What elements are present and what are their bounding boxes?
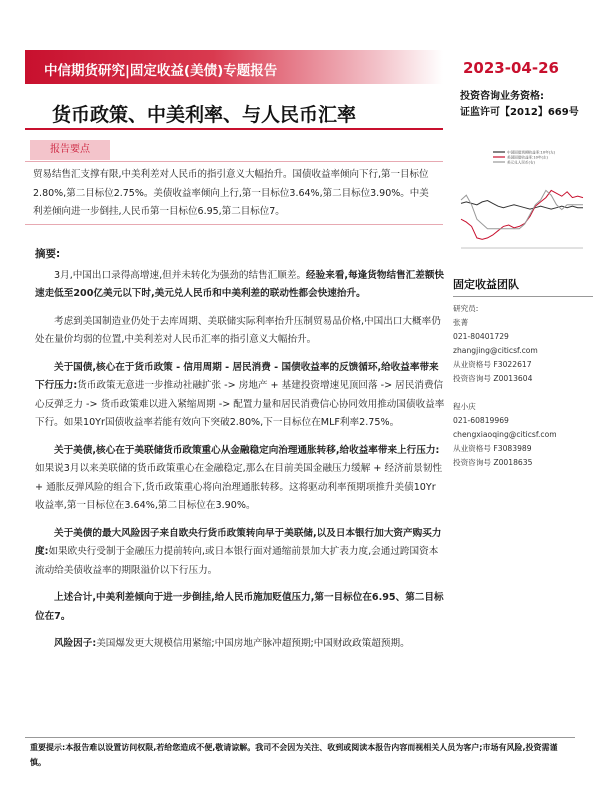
footer-divider (25, 737, 575, 738)
qualification-line-2: 证监许可【2012】669号 (460, 107, 579, 118)
key-points-tab: 报告要点 (30, 140, 110, 160)
series-line-1 (461, 201, 583, 210)
summary-section (35, 245, 445, 663)
team-line: 程小庆 (453, 402, 476, 411)
summary-paragraph-6: 上述合计,中美利差倾向于进一步倒挂,给人民币施加贬值压力,第一目标位在6.95、第二目标位在7。 (35, 592, 444, 622)
summary-paragraph-3: 关于国债,核心在于货币政策 - 信用周期 - 居民消费 - 国债收益率的反馈循环,给收益率带来下行压力:货币政策无意进一步推动社融扩张 -> 房地产 + 基建投资增速见顶回落 -> 居民消费信心反弹乏力 -> 货币政策难以进入紧缩周期 -> 配置力量和居民消费信心协同效用推动国债收益率下行。如果10Yr国债收益率若能有效向下突破2.80%,下一目标位在MLF利率2.75%。 (35, 361, 445, 428)
legend-label: 美国国债收益率:10年(左) (507, 155, 548, 160)
summary-paragraph-2: 考虑到美国制造业仍处于去库周期、美联储实际利率抬升压制贸易品价格,中国出口大概率仍处在量价均弱的位置,中美利差对人民币汇率的指引意义大幅抬升。 (35, 315, 441, 345)
summary-paragraph-7: 风险因子:美国爆发更大规模信用紧缩;中国房地产脉冲超预期;中国财政政策超预期。 (54, 638, 410, 649)
summary-paragraph-5: 关于美债的最大风险因子来自欧央行货币政策转向早于美联储,以及日本银行加大资产购买力度:如果欧央行受制于金融压力提前转向,或日本银行面对通缩前景加大扩表力度,会通过跨国资本流动给美债收益率的期限溢价以下行压力。 (35, 527, 442, 576)
qualification (460, 89, 579, 121)
team-sidebar (453, 276, 593, 470)
legend-label: 中国国债到期收益率:10年(左) (507, 150, 556, 155)
series-line-2 (461, 190, 583, 239)
rate-fx-chart (453, 148, 590, 260)
team-line: 研究员: (453, 304, 479, 313)
team-line: 投资咨询号 Z0018635 (453, 458, 533, 467)
team-line: 张菁 (453, 318, 469, 327)
team-line: 从业资格号 F3083989 (453, 444, 532, 453)
series-line-3 (461, 190, 583, 228)
summary-heading: 摘要: (35, 248, 61, 260)
legend-label: 美元兑人民币(右) (507, 160, 535, 165)
team-line: 021-60819969 (453, 416, 509, 425)
team-line: 021-80401729 (453, 332, 509, 341)
page-title: 货币政策、中美利率、与人民币汇率 (52, 104, 357, 126)
key-points-text: 贸易结售汇支撑有限,中美利差对人民币的指引意义大幅抬升。国债收益率倾向下行,第一目标位2.80%,第二目标位2.75%。美债收益率倾向上行,第一目标位3.64%,第二目标位3.90%。中美利差倾向进一步倒挂,人民币第一目标位6.95,第二目标位7。 (33, 169, 429, 217)
banner-title: 中信期货研究|固定收益(美债)专题报告 (44, 63, 278, 79)
qualification-line-1: 投资咨询业务资格: (460, 91, 544, 102)
team-line: 从业资格号 F3022617 (453, 360, 532, 369)
team-email[interactable]: zhangjing@citicsf.com (453, 346, 538, 355)
team-line: 投资咨询号 Z0013604 (453, 374, 533, 383)
summary-paragraph-1: 3月,中国出口录得高增速,但并未转化为强劲的结售汇顺差。经验来看,每逢货物结售汇差额快速走低至200亿美元以下时,美元兑人民币和中美利差的联动性都会快速抬升。 (35, 269, 445, 299)
team-spacer (453, 386, 593, 400)
footer-disclaimer: 重要提示:本报告难以设置访问权限,若给您造成不便,敬请谅解。我司不会因为关注、收到或阅读本报告内容而视相关人员为客户;市场有风险,投资需谨慎。 (30, 743, 558, 767)
team-heading: 固定收益团队 (453, 276, 593, 297)
title-divider (25, 128, 443, 130)
team-email[interactable]: chengxiaoqing@citicsf.com (453, 430, 557, 439)
key-points-box (25, 161, 443, 225)
summary-paragraph-4: 关于美债,核心在于美联储货币政策重心从金融稳定向治理通胀转移,给收益率带来上行压力:如果说3月以来美联储的货币政策重心在金融稳定,那么在目前美国金融压力缓解 + 经济前景韧性 + 通胀反弹风险的组合下,货币政策重心将向治理通胀转移。这将驱动利率预期项推升美债10Yr收益率,第一目标位在3.64%,第二目标位在3.90%。 (35, 444, 443, 511)
report-date: 2023-04-26 (463, 59, 559, 77)
